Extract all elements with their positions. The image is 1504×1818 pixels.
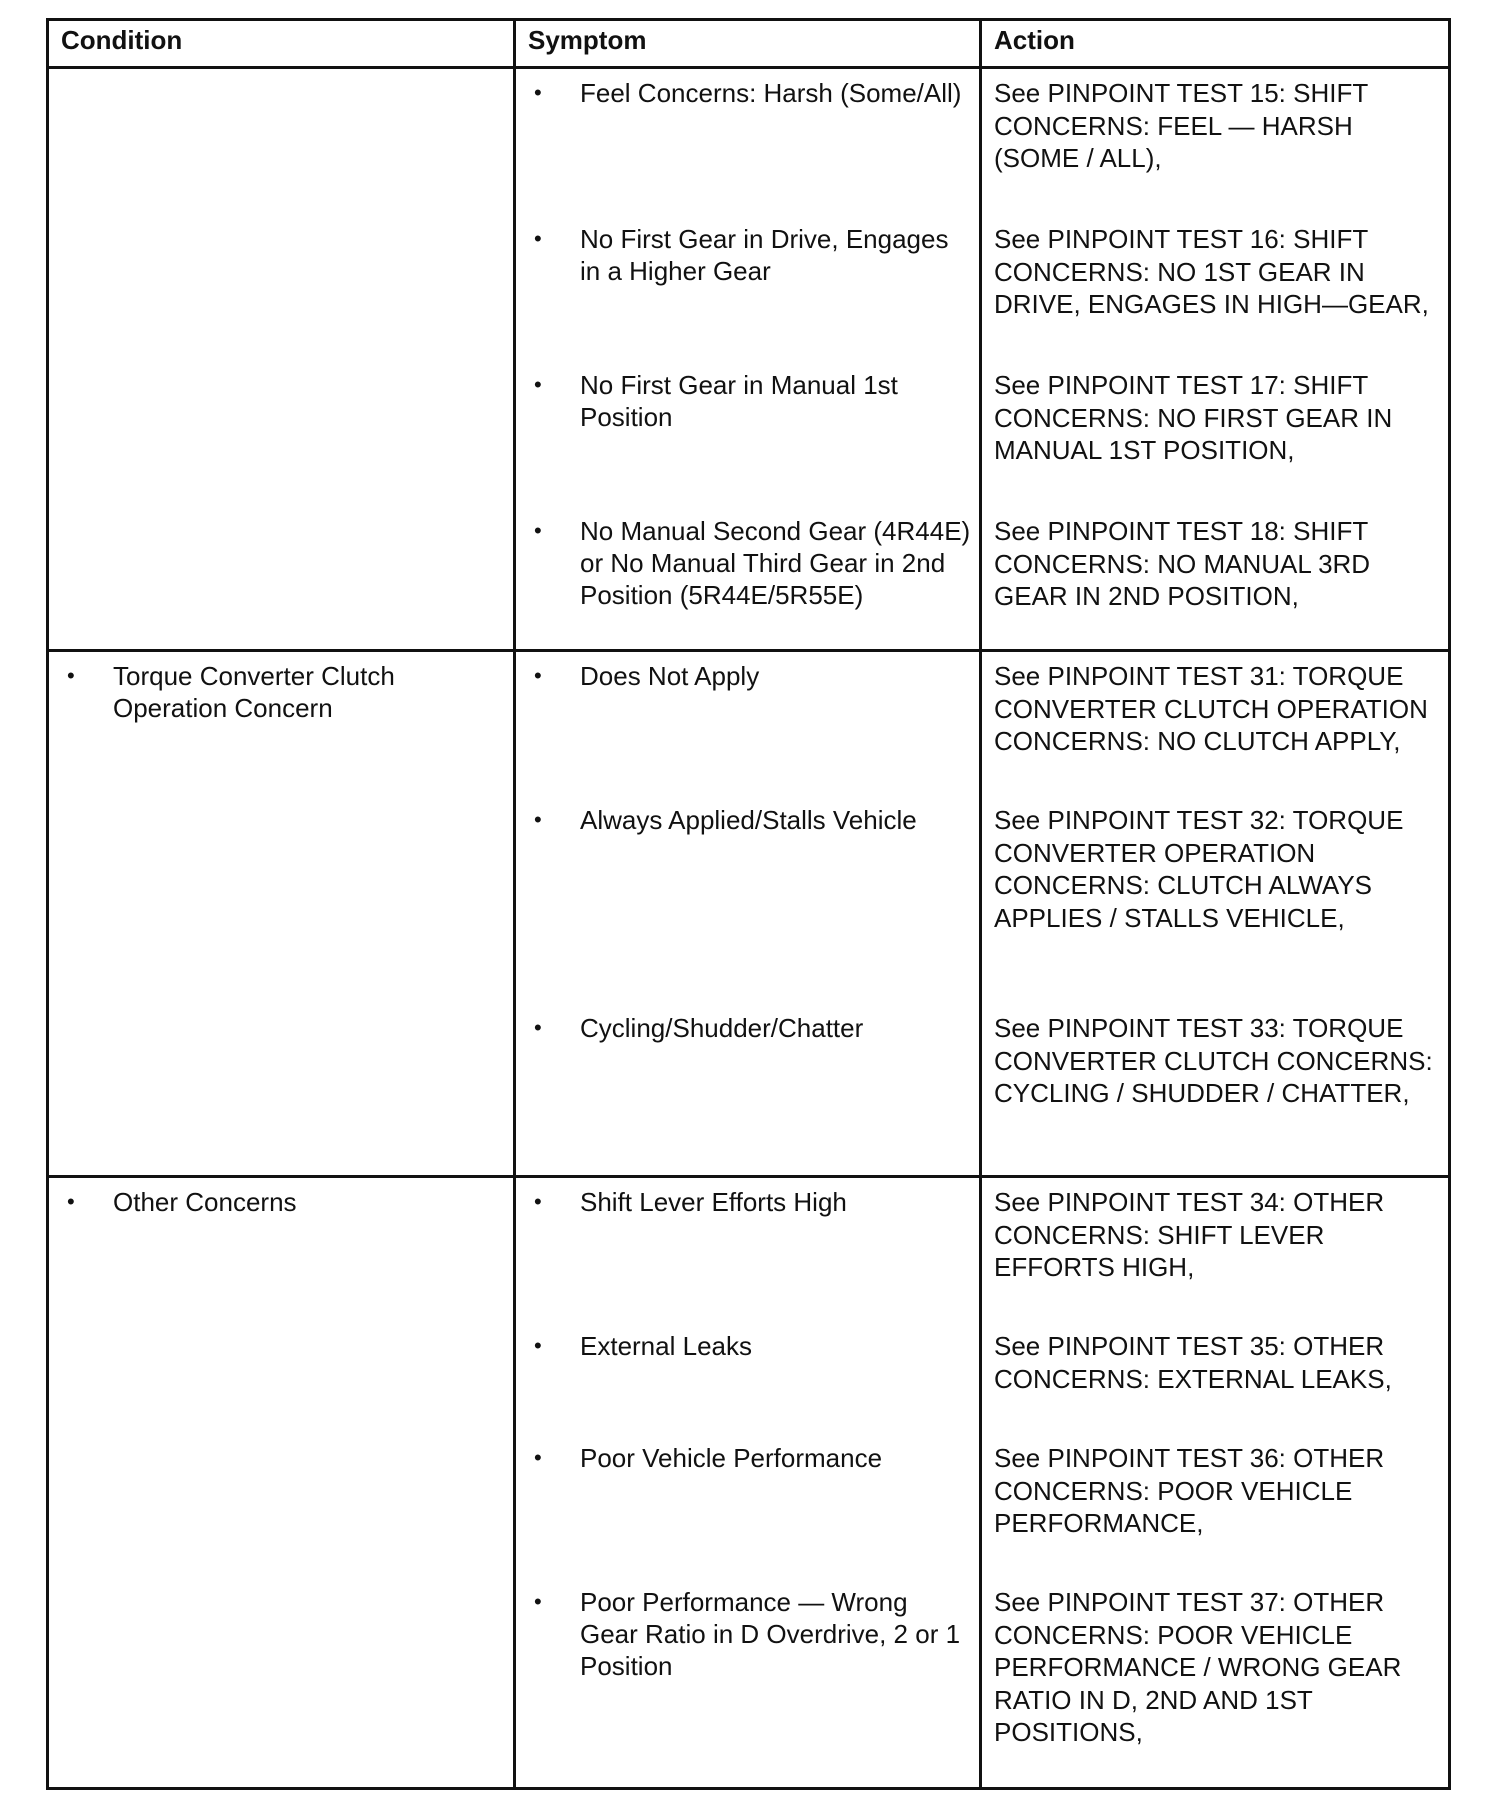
- action-text: See PINPOINT TEST 33: TORQUE CONVERTER CLUTCH CONCERNS: CYCLING / SHUDDER / CHATTER,: [994, 1013, 1433, 1108]
- symptom-cell: [515, 68, 981, 651]
- action-text: See PINPOINT TEST 36: OTHER CONCERNS: POOR VEHICLE PERFORMANCE,: [994, 1443, 1385, 1538]
- table-row: [48, 651, 1450, 1177]
- action-text: See PINPOINT TEST 35: OTHER CONCERNS: EXTERNAL LEAKS,: [994, 1331, 1392, 1394]
- bullet-icon: •: [534, 1189, 542, 1214]
- bullet-icon: •: [67, 663, 75, 688]
- list-item: [516, 804, 979, 836]
- symptom-text: Poor Performance — Wrong Gear Ratio in D Overdrive, 2 or 1 Position: [580, 1587, 961, 1681]
- condition-cell: [48, 651, 515, 1177]
- symptom-text: Cycling/Shudder/Chatter: [580, 1013, 864, 1043]
- header-condition: Condition: [48, 20, 515, 68]
- list-item: [516, 77, 979, 109]
- bullet-icon: •: [534, 663, 542, 688]
- symptom-text: External Leaks: [580, 1331, 752, 1361]
- list-item: [516, 660, 979, 692]
- list-item: [516, 1442, 979, 1474]
- condition-text: Torque Converter Clutch Operation Concern: [113, 661, 395, 723]
- action-cell: [981, 1177, 1450, 1789]
- symptom-text: No First Gear in Drive, Engages in a Higher Gear: [580, 224, 949, 286]
- list-item: [516, 1330, 979, 1362]
- list-item: [516, 1186, 979, 1218]
- bullet-icon: •: [534, 1589, 542, 1614]
- list-item: [516, 369, 979, 433]
- diagnostic-table: [46, 18, 1451, 1790]
- bullet-icon: •: [67, 1189, 75, 1214]
- symptom-text: Does Not Apply: [580, 661, 760, 691]
- action-cell: [981, 68, 1450, 651]
- bullet-icon: •: [534, 807, 542, 832]
- action-text: See PINPOINT TEST 17: SHIFT CONCERNS: NO FIRST GEAR IN MANUAL 1ST POSITION,: [994, 370, 1393, 465]
- list-item: [49, 1186, 513, 1218]
- symptom-cell: [515, 651, 981, 1177]
- list-item: [516, 223, 979, 287]
- list-item: [516, 515, 979, 611]
- condition-cell: [48, 1177, 515, 1789]
- table-row: [48, 1177, 1450, 1789]
- bullet-icon: •: [534, 80, 542, 105]
- symptom-text: Shift Lever Efforts High: [580, 1187, 847, 1217]
- action-cell: [981, 651, 1450, 1177]
- action-text: See PINPOINT TEST 37: OTHER CONCERNS: POOR VEHICLE PERFORMANCE / WRONG GEAR RATIO IN D, 2ND AND 1ST POSITIONS,: [994, 1587, 1402, 1747]
- bullet-icon: •: [534, 1333, 542, 1358]
- condition-text: Other Concerns: [113, 1187, 297, 1217]
- symptom-cell: [515, 1177, 981, 1789]
- action-text: See PINPOINT TEST 31: TORQUE CONVERTER CLUTCH OPERATION CONCERNS: NO CLUTCH APPLY,: [994, 661, 1428, 756]
- action-text: See PINPOINT TEST 34: OTHER CONCERNS: SHIFT LEVER EFFORTS HIGH,: [994, 1187, 1385, 1282]
- header-symptom: Symptom: [515, 20, 981, 68]
- bullet-icon: •: [534, 1015, 542, 1040]
- header-action: Action: [981, 20, 1450, 68]
- symptom-text: Feel Concerns: Harsh (Some/All): [580, 78, 962, 108]
- condition-cell: [48, 68, 515, 651]
- bullet-icon: •: [534, 372, 542, 397]
- symptom-text: No Manual Second Gear (4R44E) or No Manual Third Gear in 2nd Position (5R44E/5R55E): [580, 516, 971, 610]
- symptom-text: No First Gear in Manual 1st Position: [580, 370, 898, 432]
- action-text: See PINPOINT TEST 18: SHIFT CONCERNS: NO MANUAL 3RD GEAR IN 2ND POSITION,: [994, 516, 1371, 611]
- list-item: [516, 1586, 979, 1682]
- list-item: [516, 1012, 979, 1044]
- list-item: [49, 660, 513, 724]
- table-row: [48, 68, 1450, 651]
- symptom-text: Poor Vehicle Performance: [580, 1443, 883, 1473]
- action-text: See PINPOINT TEST 32: TORQUE CONVERTER OPERATION CONCERNS: CLUTCH ALWAYS APPLIES / STALLS VEHICLE,: [994, 805, 1404, 933]
- symptom-text: Always Applied/Stalls Vehicle: [580, 805, 917, 835]
- bullet-icon: •: [534, 518, 542, 543]
- action-text: See PINPOINT TEST 16: SHIFT CONCERNS: NO 1ST GEAR IN DRIVE, ENGAGES IN HIGH—GEAR,: [994, 224, 1429, 319]
- bullet-icon: •: [534, 1445, 542, 1470]
- action-text: See PINPOINT TEST 15: SHIFT CONCERNS: FEEL — HARSH (SOME / ALL),: [994, 78, 1368, 173]
- header-row: [48, 20, 1450, 68]
- bullet-icon: •: [534, 226, 542, 251]
